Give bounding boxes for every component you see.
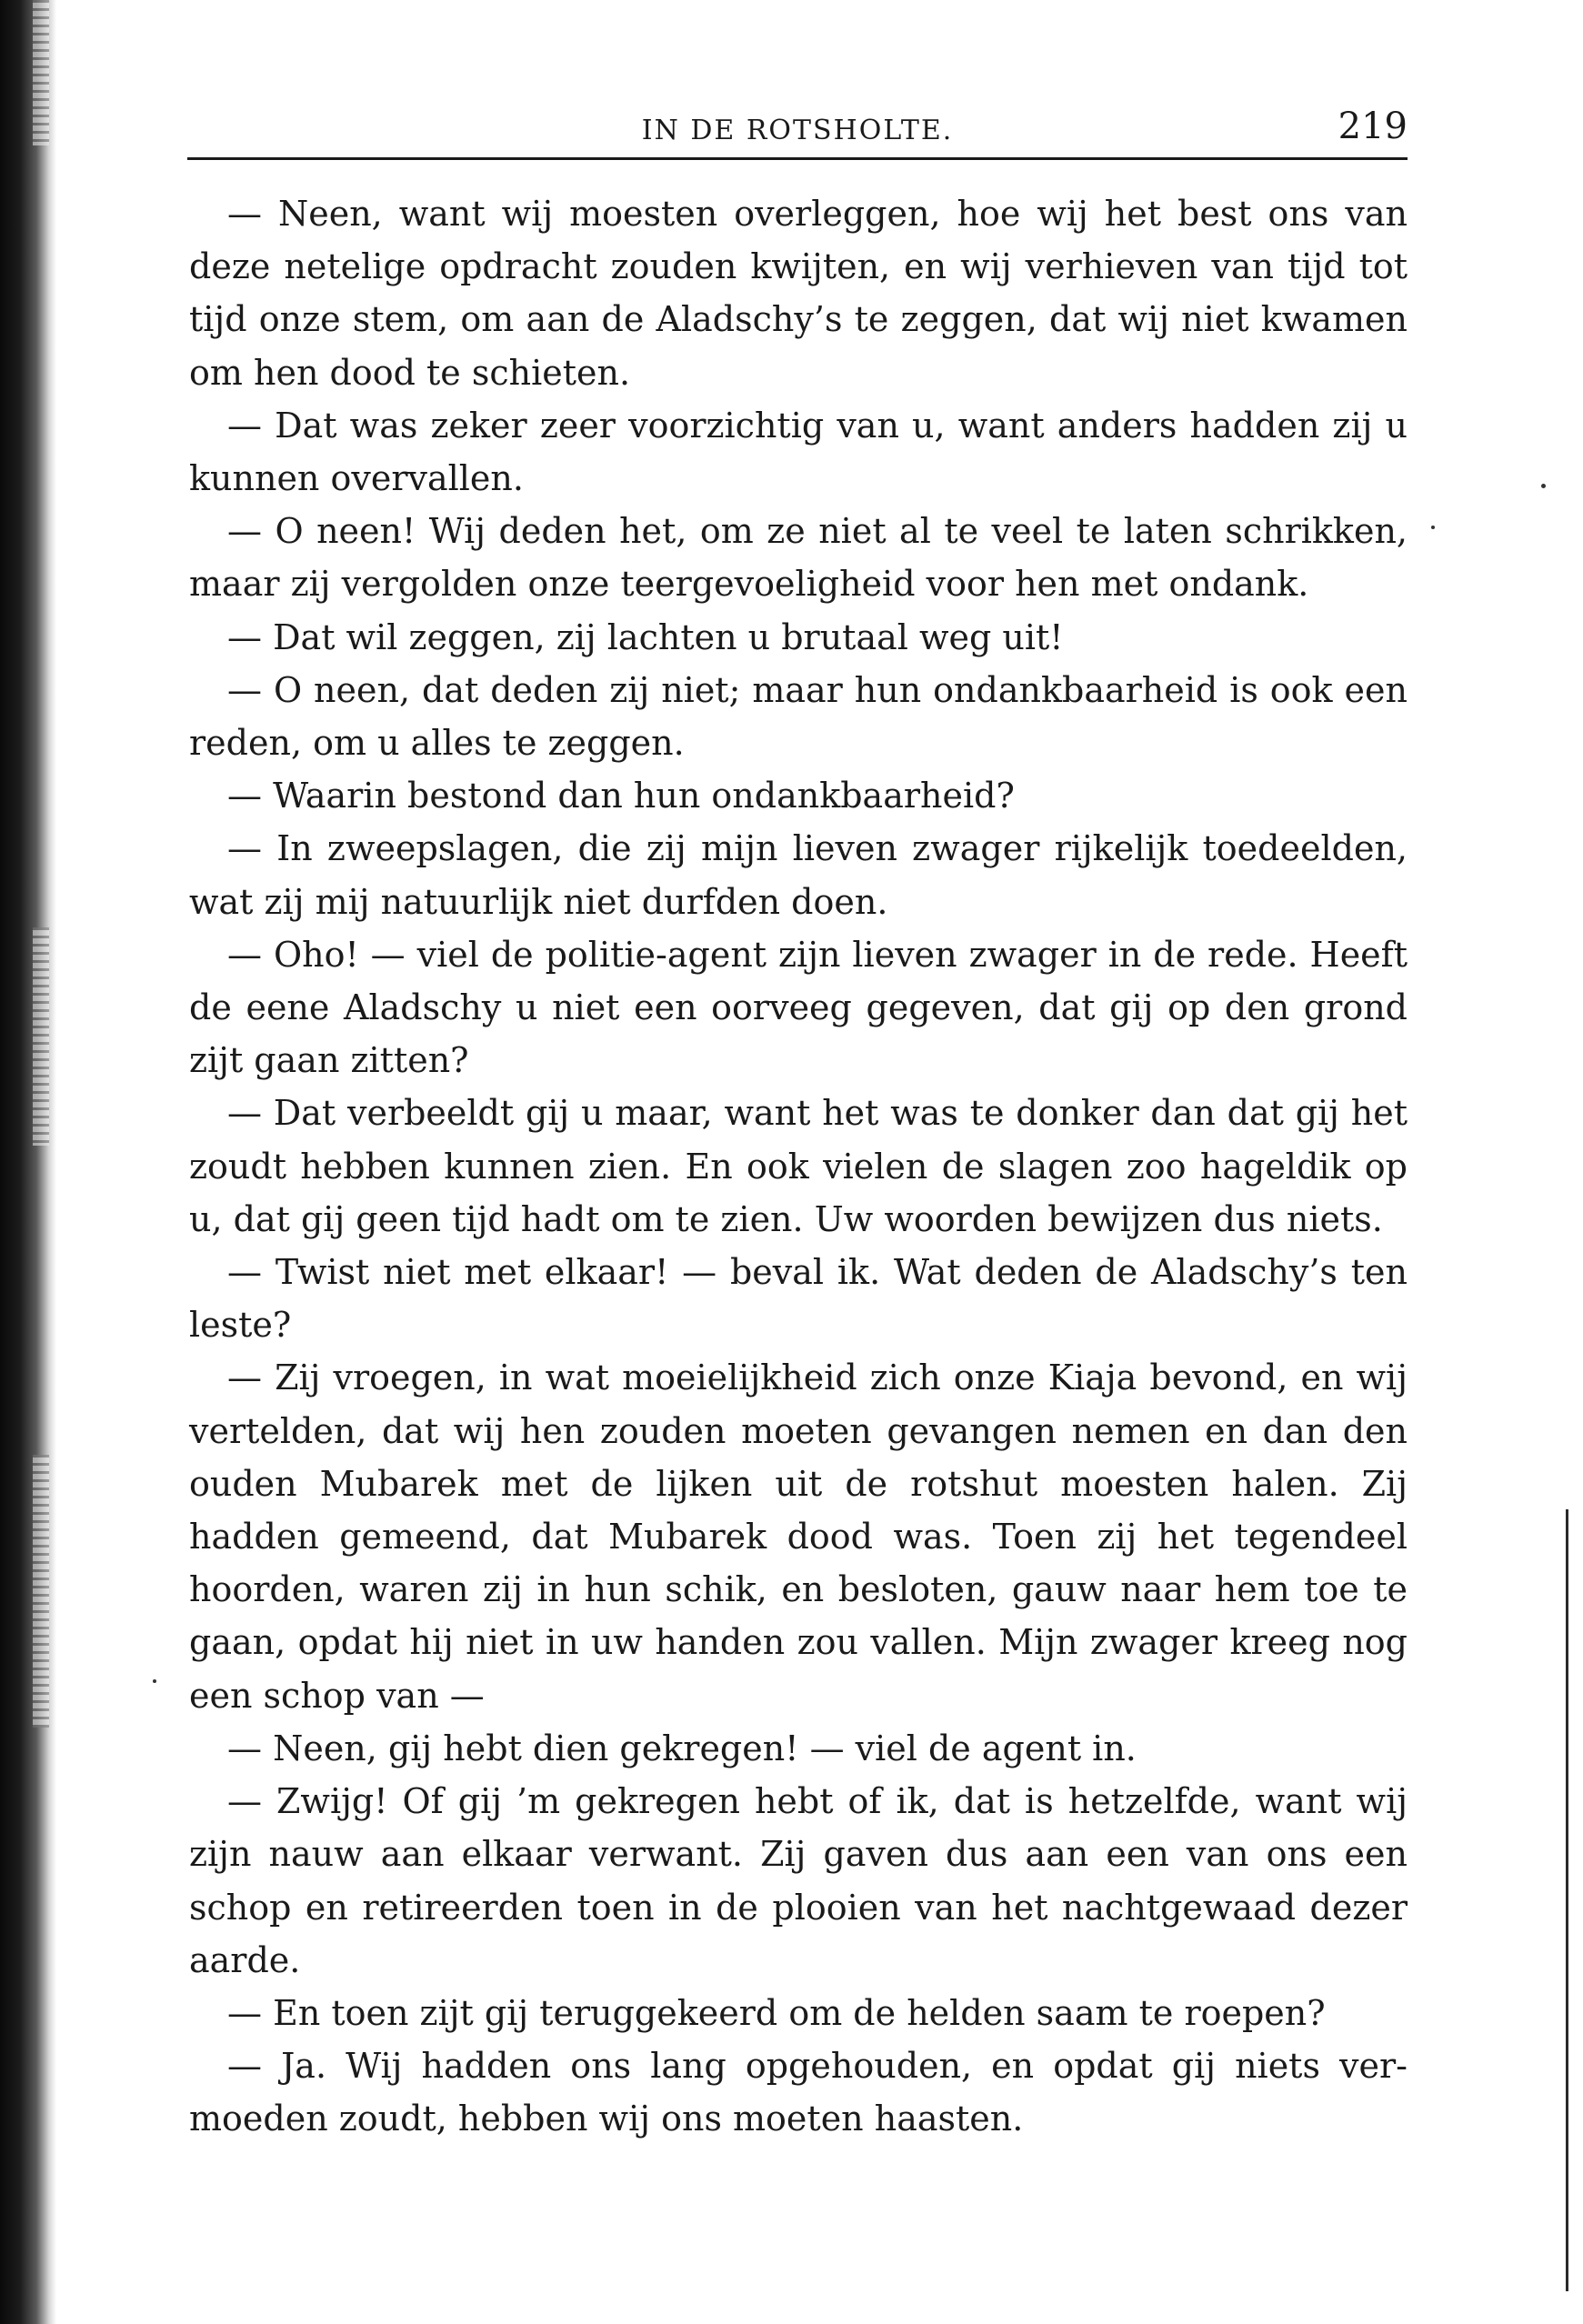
header-rule <box>187 157 1408 160</box>
paragraph: — Neen, gij hebt dien gekregen! — viel de agent in. <box>227 1728 1137 1768</box>
text-body <box>189 187 1408 2146</box>
paragraph: — Zij vroegen, in wat moeielijkheid zich onze Kiaja bevond, en wij vertelden, dat wij hen zouden moeten gevangen nemen en dan den ouden Mubarek met de lijken uit de rotshut moesten halen. Zij hadden gemeend, dat Mubarek dood was. Toen zij het tegendeel hoorden, waren zij in hun schik, en besloten, gauw naar hem toe te gaan, opdat hij niet in uw handen zou vallen. Mijn zwager kreeg nog een schop van — <box>189 1357 1408 1716</box>
paragraph: — En toen zijt gij teruggekeerd om de helden saam te roepen? <box>227 1992 1326 2033</box>
scan-speck <box>1431 526 1435 529</box>
paragraph: — Neen, want wij moesten overleggen, hoe wij het best ons van deze netelige opdracht zouden kwijten, en wij verhieven van tijd tot tijd onze stem, om aan de Aladschy’s te zeggen, dat wij niet kwamen om hen dood te schieten. <box>189 194 1408 393</box>
paragraph: — Dat was zeker zeer voorzichtig van u, want anders hadden zij u kunnen overvallen. <box>189 405 1408 499</box>
running-head: IN DE ROTSHOLTE. <box>641 115 954 146</box>
paragraph: — In zweepslagen, die zij mijn lieven zwager rijkelijk toedeelden, wat zij mij natuurlijk niet durfden doen. <box>189 828 1408 922</box>
paragraph: — O neen, dat deden zij niet; maar hun ondankbaarheid is ook een reden, om u alles te zeggen. <box>189 669 1408 764</box>
paragraph: — Waarin bestond dan hun ondankbaarheid? <box>227 776 1015 816</box>
paragraph: — O neen! Wij deden het, om ze niet al te veel te laten schrikken, maar zij vergolden onze teergevoeligheid voor hen met ondank. <box>189 511 1408 605</box>
paragraph: — Zwijg! Of gij ’m gekregen hebt of ik, dat is hetzelfde, want wij zijn nauw aan elkaar verwant. Zij gaven dus aan een van ons een schop en retireerden toen in de plooien van het nachtgewaad dezer aarde. <box>189 1781 1408 1980</box>
binding-texture <box>33 927 49 1146</box>
scan-speck <box>1541 484 1546 488</box>
page-edge-line <box>1566 1509 1568 2291</box>
paragraph: — Dat wil zeggen, zij lachten u brutaal weg uit! <box>227 616 1064 657</box>
paragraph: — Twist niet met elkaar! — beval ik. Wat deden de Aladschy’s ten leste? <box>189 1252 1408 1346</box>
binding-texture <box>33 1455 49 1728</box>
book-binding-edge <box>0 0 56 2324</box>
paragraph: — Dat verbeeldt gij u maar, want het was te donker dan dat gij het zoudt hebben kunnen zien. En ook vielen de slagen zoo hageldik op u, dat gij geen tijd hadt om te zien. Uw woorden bewijzen dus niets. <box>189 1093 1408 1239</box>
page-number: 219 <box>1338 105 1408 147</box>
paragraph: — Ja. Wij hadden ons lang opgehouden, en opdat gij niets vermoeden zoudt, hebben wij ons moeten haasten. <box>189 2046 1408 2139</box>
binding-texture <box>33 0 49 145</box>
paragraph: — Oho! — viel de politie-agent zijn lieven zwager in de rede. Heeft de eene Aladschy u niet een oorveeg gegeven, dat gij op den grond zijt gaan zitten? <box>189 934 1408 1081</box>
page-header <box>187 102 1408 158</box>
scan-speck <box>153 1679 156 1683</box>
